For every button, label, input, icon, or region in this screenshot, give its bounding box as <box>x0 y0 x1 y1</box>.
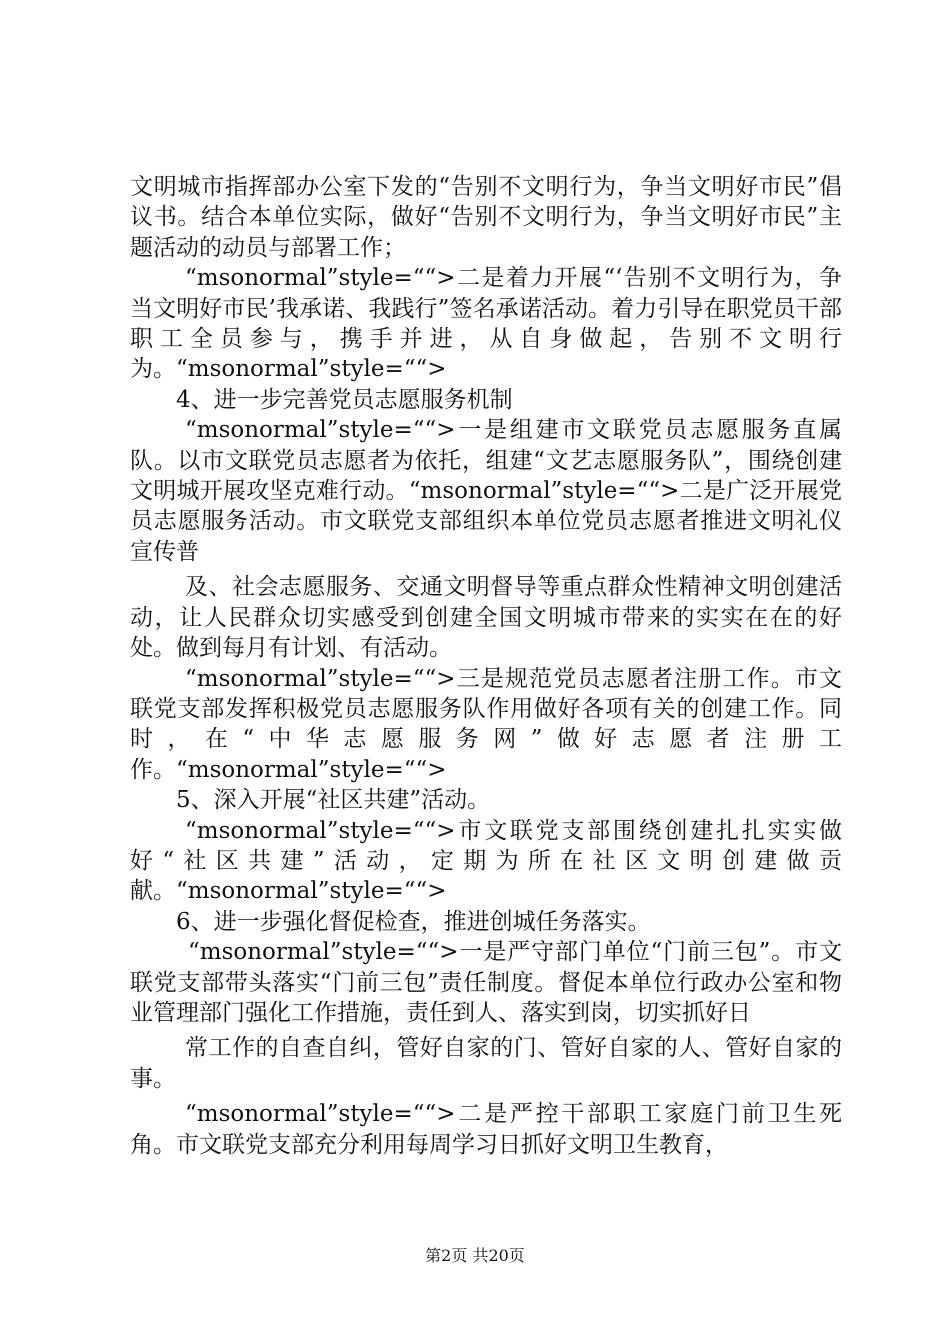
paragraph-3: “msonormal”style=““>一是组建市文联党员志愿服务直属队。以市文联党员志愿者为依托，组建“文艺志愿服务队”，围绕创建文明城开展攻坚克难行动。“msonormal”style=““>二是广泛开展党员志愿服务活动。市文联党支部组织本单位党员志愿者推进文明礼仪宣传普 <box>130 417 842 565</box>
paragraph-1: 文明城市指挥部办公室下发的“告别不文明行为，争当文明好市民”倡议书。结合本单位实际，做好“告别不文明行为，争当文明好市民”主题活动的动员与部署工作； <box>130 174 842 261</box>
paragraph-6: “msonormal”style=““>市文联党支部围绕创建扎扎实实做好“社区共建”活动，定期为所在社区文明创建做贡献。“msonormal”style=““> <box>130 817 842 905</box>
paragraph-4: 及、社会志愿服务、交通文明督导等重点群众性精神文明创建活动，让人民群众切实感受到创建全国文明城市带来的实实在在的好处。做到每月有计划、有活动。 <box>130 574 842 662</box>
paragraph-8: 常工作的自查自纠，管好自家的门、管好自家的人、管好自家的事。 <box>130 1035 842 1092</box>
document-body <box>130 172 842 1160</box>
paragraph-2: “msonormal”style=““>二是着力开展“‘告别不文明行为，争当文明好市民’我承诺、我践行”签名承诺活动。着力引导在职党员干部职工全员参与，携手并进，从自身做起，告别不文明行为。“msonormal”style=““> <box>130 265 842 383</box>
paragraph-5: “msonormal”style=““>三是规范党员志愿者注册工作。市文联党支部发挥积极党员志愿服务队作用做好各项有关的创建工作。同时，在“中华志愿服务网”做好志愿者注册工作。“msonormal”style=““> <box>130 665 842 783</box>
section-heading-4: 4、进一步完善党员志愿服务机制 <box>176 386 513 413</box>
page-footer <box>0 1243 950 1266</box>
paragraph-7: “msonormal”style=““>一是严守部门单位“门前三包”。市文联党支部带头落实“门前三包”责任制度。督促本单位行政办公室和物业管理部门强化工作措施，责任到人、落实到岗，切实抓好日 <box>130 939 842 1026</box>
paragraph-9: “msonormal”style=““>二是严控干部职工家庭门前卫生死角。市文联党支部充分利用每周学习日抓好文明卫生教育， <box>130 1101 842 1158</box>
section-heading-5: 5、深入开展“社区共建”活动。 <box>176 787 491 814</box>
section-heading-6: 6、进一步强化督促检查，推进创城任务落实。 <box>176 908 651 935</box>
page-number-label: 第2页 共20页 <box>425 1246 525 1265</box>
